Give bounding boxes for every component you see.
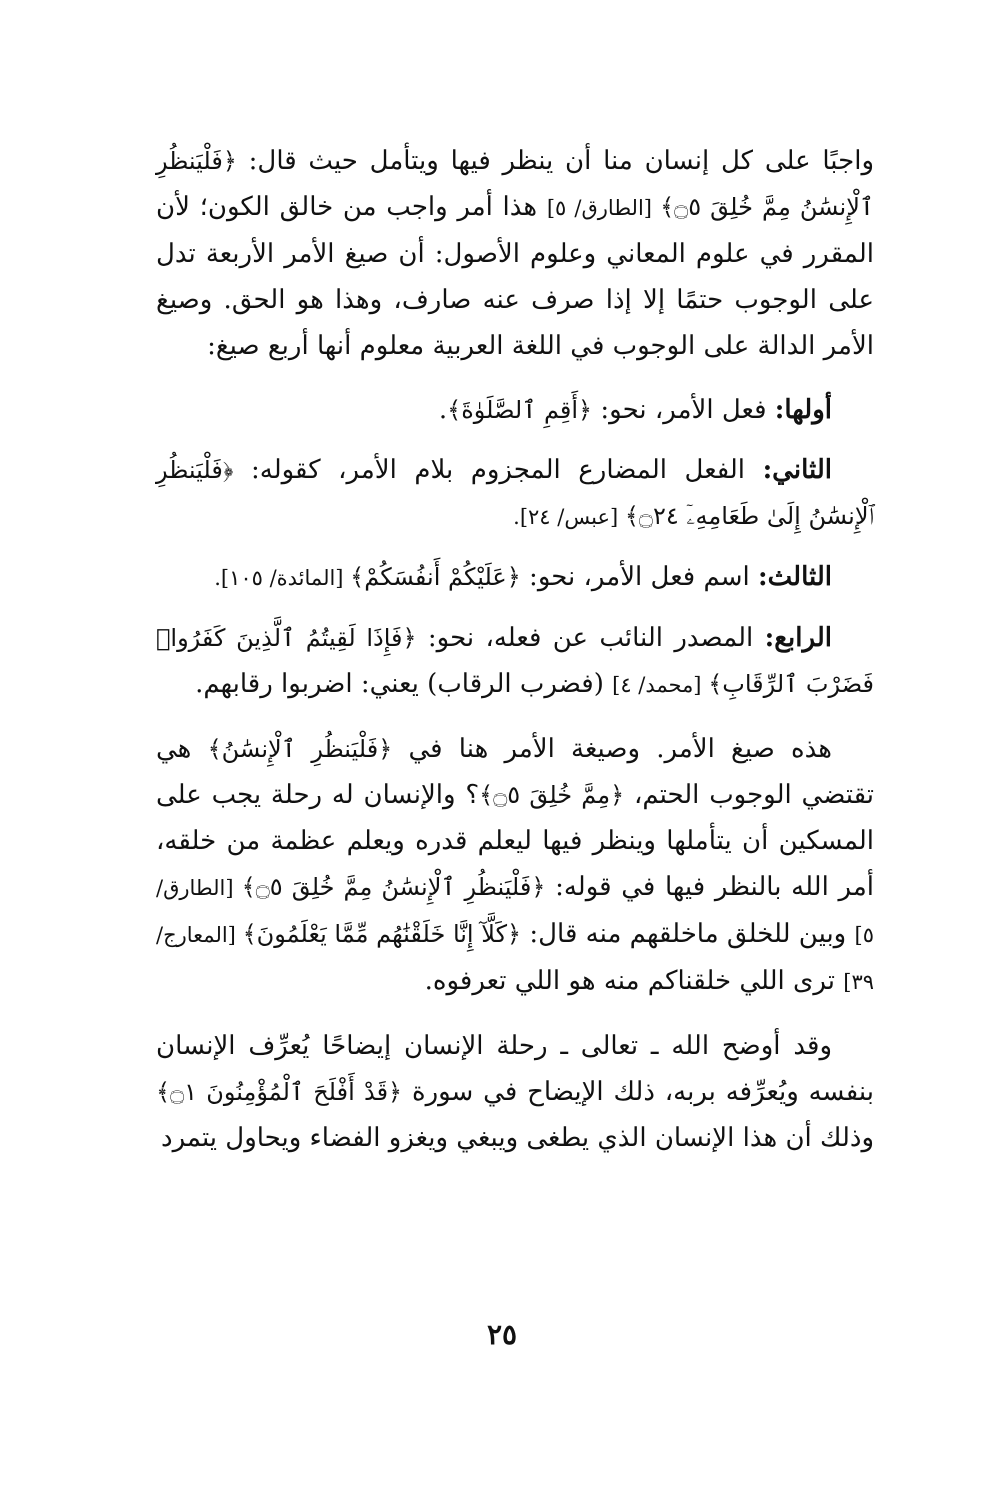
item-text: الفعل المضارع المجزوم بلام الأمر، كقوله: bbox=[233, 455, 763, 485]
verse-reference: [المعارج/ ٣٩] bbox=[156, 923, 874, 994]
list-item-third bbox=[156, 554, 874, 601]
list-item-first bbox=[156, 387, 874, 433]
page-number: ٢٥ bbox=[486, 1318, 518, 1351]
verse-reference: [الطارق/ ٥] bbox=[546, 196, 661, 220]
item-text: المصدر النائب عن فعله، نحو: bbox=[416, 623, 765, 653]
paragraph-1-text-b: هذا أمر واجب من خالق الكون؛ لأن المقرر في علوم المعاني وعلوم الأصول: أن صيغ الأمر الأربعة تدل على الوجوب حتمًا إلا إذا صرف عنه صارف، وهذا هو الحق. وصيغ الأمر الدالة على الوجوب في اللغة العربية معلوم أنها أربع صيغ: bbox=[156, 192, 874, 361]
paragraph-2-text-a: هذه صيغ الأمر. وصيغة الأمر هنا في bbox=[392, 734, 832, 764]
page-body bbox=[156, 138, 874, 1179]
item-text: اسم فعل الأمر، نحو: bbox=[520, 562, 759, 592]
quran-verse: ﴿قَدْ أَفْلَحَ ٱلْمُؤْمِنُونَ ۝١﴾ bbox=[156, 1078, 403, 1106]
item-heading: الثالث: bbox=[758, 562, 832, 592]
paragraph-2-text-c: ؟ والإنسان له رحلة يجب على المسكين أن يتأملها وينظر فيها ليعلم قدره ويعلم عظمة من خلقه، أمر الله بالنظر فيها في قوله: bbox=[156, 780, 874, 902]
quran-verse: ﴿عَلَيْكُمْ أَنفُسَكُمْ﴾ bbox=[350, 563, 521, 591]
paragraph-3-text-a: وقد أوضح الله ـ تعالى ـ رحلة الإنسان إيضاحًا يُعرِّف الإنسان بنفسه ويُعرِّفه بربه، ذلك الإيضاح في سورة bbox=[156, 1031, 874, 1107]
verse-reference: [محمد/ ٤] bbox=[612, 673, 709, 697]
verse-reference: [الطارق/ ٥] bbox=[156, 876, 875, 947]
item-text: فعل الأمر، نحو: bbox=[592, 395, 775, 425]
quran-verse: ﴿فَلْيَنظُرِ ٱلْإِنسَٰنُ مِمَّ خُلِقَ ۝٥﴾ bbox=[241, 873, 546, 901]
item-heading: أولها: bbox=[774, 395, 832, 425]
paragraph-2-text-d: وبين للخلق ماخلقهم منه قال: bbox=[521, 919, 855, 949]
quran-verse: ﴿مِمَّ خُلِقَ ۝٥﴾ bbox=[479, 781, 625, 809]
paragraph-1-text-a: واجبًا على كل إنسان منا أن ينظر فيها ويتأمل حيث قال: bbox=[236, 146, 874, 176]
item-heading: الرابع: bbox=[764, 623, 833, 653]
quran-verse: ﴿فَلْيَنظُرِ ٱلْإِنسَٰنُ﴾ bbox=[207, 735, 393, 763]
item-tail: . bbox=[438, 395, 448, 425]
quran-verse-tariq: ﴿فَلْيَنظُرِ ٱلْإِنسَٰنُ مِمَّ خُلِقَ ۝٥﴾ bbox=[156, 147, 874, 221]
list-item-second bbox=[156, 447, 874, 540]
item-tail: (فضرب الرقاب) يعني: اضربوا رقابهم. bbox=[195, 669, 613, 699]
paragraph-3-text-b: وذلك أن هذا الإنسان الذي يطغى ويبغي ويغزو الفضاء ويحاول يتمرد bbox=[161, 1123, 874, 1153]
paragraph-3 bbox=[156, 1023, 874, 1161]
item-heading: الثاني: bbox=[762, 455, 832, 485]
verse-reference: [المائدة/ ١٠٥]. bbox=[214, 566, 351, 590]
list-item-fourth bbox=[156, 615, 874, 708]
quran-verse: ﴿فَلْيَنظُرِ ٱلْإِنسَٰنُ إِلَىٰ طَعَامِهِۦٓ ۝٢٤﴾ bbox=[156, 456, 874, 530]
paragraph-1 bbox=[156, 138, 874, 369]
quran-verse: ﴿كَلَّآ إِنَّا خَلَقْنَٰهُم مِّمَّا يَعْلَمُونَ﴾ bbox=[242, 920, 522, 948]
paragraph-2-text-e: ترى اللي خلقناكم منه هو اللي تعرفوه. bbox=[424, 966, 844, 996]
quran-verse: ﴿فَإِذَا لَقِيتُمُ ٱلَّذِينَ كَفَرُوا۟ فَضَرْبَ ٱلرِّقَابِ﴾ bbox=[156, 624, 874, 698]
verse-reference: [عبس/ ٢٤]. bbox=[513, 505, 625, 529]
paragraph-2 bbox=[156, 726, 874, 1005]
quran-verse: ﴿أَقِمِ ٱلصَّلَوٰةَ﴾ bbox=[447, 396, 593, 424]
paragraph-2-text-b: هي تقتضي الوجوب الحتم، bbox=[156, 734, 874, 810]
